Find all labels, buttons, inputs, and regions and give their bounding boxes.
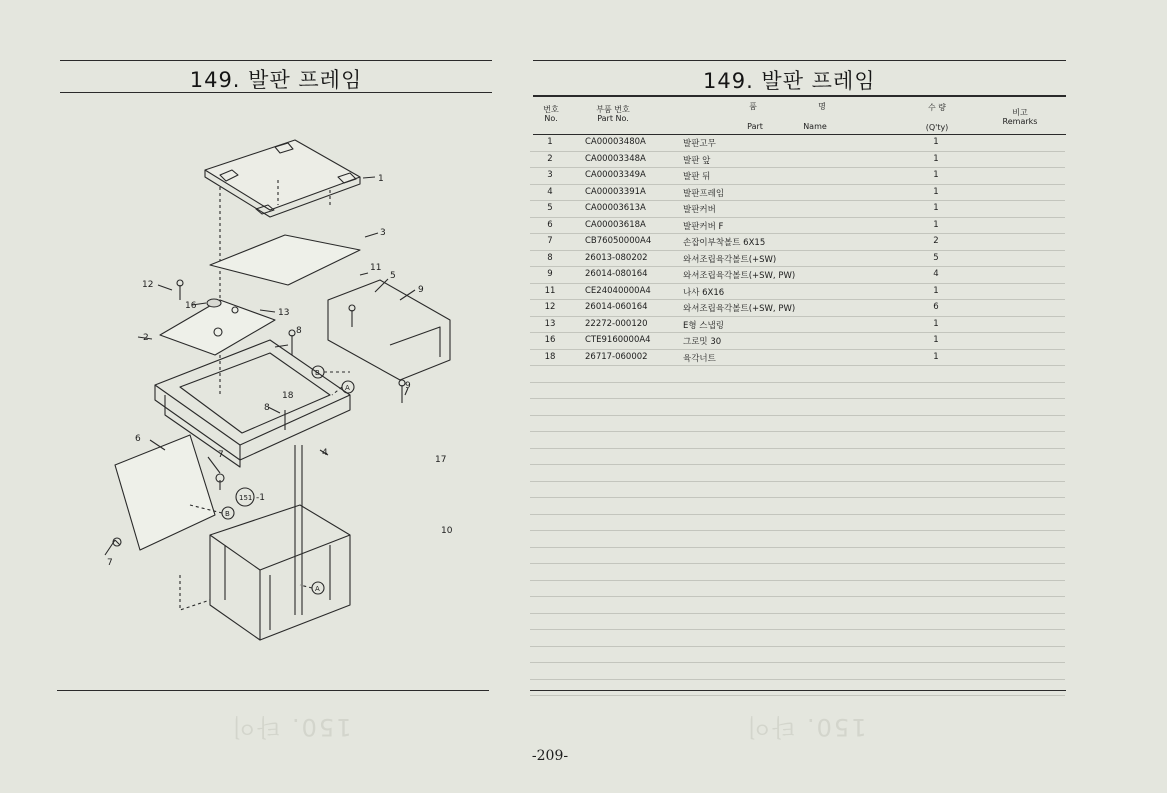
table-row [530, 135, 1065, 152]
part-no-cell: 3 [547, 170, 553, 180]
right-title-rule [533, 95, 1066, 97]
empty-table-row [530, 432, 1065, 449]
callout-9b: 9 [405, 381, 411, 391]
table-row [530, 333, 1065, 350]
empty-table-row [530, 416, 1065, 433]
table-row [530, 317, 1065, 334]
part-no-cell: 13 [544, 318, 556, 329]
part-name-cell: 육각너트 [683, 353, 716, 364]
part-number-cell: CA00003348A [585, 153, 646, 164]
table-row [530, 350, 1065, 367]
quantity-cell: 6 [933, 302, 939, 312]
part-number-cell: 26014-060164 [585, 302, 648, 312]
part-4-frame [155, 340, 350, 445]
empty-table-row [530, 663, 1065, 680]
empty-table-row [530, 630, 1065, 647]
left-title-rule [60, 92, 492, 93]
callout-16: 16 [185, 301, 197, 311]
table-row [530, 185, 1065, 202]
callout-2: 2 [143, 333, 149, 343]
header-part-en: Part No. [597, 114, 629, 123]
empty-table-row [530, 366, 1065, 383]
part-no-cell: 6 [547, 219, 553, 230]
empty-table-row [530, 680, 1065, 697]
quantity-cell: 1 [933, 203, 939, 213]
part-name-cell: 와셔조립육각볼트(+SW, PW) [683, 304, 796, 314]
quantity-cell: 1 [933, 318, 939, 329]
table-row [530, 218, 1065, 235]
ref-circle-b2: B [225, 510, 230, 518]
part-name-cell: 손잡이부착볼트 6X15 [683, 238, 766, 248]
callout-11: 11 [370, 263, 382, 273]
part-no-cell: 5 [547, 203, 553, 213]
ref-circle-b1: B [315, 369, 320, 377]
base-frame [210, 505, 350, 570]
part-number-cell: CA00003349A [585, 170, 646, 180]
callout-1: 1 [378, 174, 384, 184]
ref-circle-151-suffix: -1 [256, 493, 265, 503]
header-remarks-en: Remarks [1002, 117, 1038, 126]
part-name-cell: 발판 뒤 [683, 172, 711, 182]
bleed-through-text-right: 150. 타이 [745, 713, 867, 741]
empty-table-row [530, 383, 1065, 400]
quantity-cell: 4 [933, 269, 939, 279]
left-top-rule [60, 60, 492, 61]
part-6-front-cover [115, 435, 215, 550]
table-row [530, 284, 1065, 301]
callout-18: 18 [282, 391, 294, 401]
page-number: -209- [531, 748, 569, 764]
part-name-cell: 와셔조립육각볼트(+SW) [683, 254, 777, 265]
quantity-cell: 5 [933, 252, 939, 263]
header-no-en: No. [544, 114, 558, 123]
quantity-cell: 1 [933, 137, 939, 147]
callout-3: 3 [380, 228, 386, 238]
part-number-cell: CA00003391A [585, 186, 646, 197]
empty-table-row [530, 465, 1065, 482]
ref-circle-a1: A [345, 384, 350, 392]
part-no-cell: 18 [544, 351, 556, 362]
header-name-ko-1: 품 [749, 102, 757, 111]
quantity-cell: 1 [933, 335, 939, 345]
ref-circle-a2: A [315, 585, 320, 593]
part-number-cell: CTE9160000A4 [585, 335, 651, 345]
callout-5: 5 [390, 271, 396, 281]
part-number-cell: CA00003618A [585, 219, 646, 230]
empty-table-row [530, 548, 1065, 565]
left-bottom-rule [57, 690, 489, 691]
part-number-cell: 26717-060002 [585, 351, 648, 362]
part-name-cell: 그로밋 30 [683, 337, 722, 347]
part-name-cell: 발판커버 [683, 205, 716, 215]
callout-12: 12 [142, 280, 154, 290]
part-no-cell: 4 [547, 186, 553, 197]
ref-circle-151: 151 [239, 494, 253, 502]
quantity-cell: 1 [933, 170, 939, 180]
part-number-cell: 26013-080202 [585, 252, 648, 263]
table-row [530, 168, 1065, 185]
empty-table-row [530, 564, 1065, 581]
table-row [530, 152, 1065, 169]
callout-7a: 7 [218, 450, 224, 460]
part-name-cell: 발판프레임 [683, 188, 725, 199]
part-number-cell: 26014-080164 [585, 269, 648, 279]
header-name-en-2: Name [803, 122, 827, 131]
part-no-cell: 7 [547, 236, 553, 246]
part-no-cell: 2 [547, 153, 553, 164]
empty-table-row [530, 647, 1065, 664]
quantity-cell: 1 [933, 153, 939, 164]
header-remarks-ko: 비고 [1012, 108, 1028, 117]
header-qty-en: (Q'ty) [925, 123, 949, 132]
part-no-cell: 16 [544, 335, 556, 345]
empty-table-row [530, 597, 1065, 614]
header-no-ko: 번호 [543, 105, 559, 114]
part-name-cell: E형 스냅링 [683, 320, 724, 331]
header-name-ko-2: 명 [818, 102, 826, 111]
side-number-10: 10 [441, 526, 453, 536]
bleed-through-text-left: 150. 타이 [230, 713, 352, 741]
header-name-en-1: Part [747, 122, 763, 131]
right-top-rule [533, 60, 1066, 61]
left-page-title: 149. 발판 프레임 [189, 68, 363, 92]
parts-table [530, 135, 1065, 696]
right-page-title: 149. 발판 프레임 [703, 69, 876, 93]
callout-6: 6 [135, 434, 141, 444]
empty-table-row [530, 531, 1065, 548]
part-name-cell: 와셔조립육각볼트(+SW, PW) [683, 271, 796, 281]
empty-table-row [530, 515, 1065, 532]
part-number-cell: CE24040000A4 [585, 285, 651, 296]
header-qty-ko: 수 량 [928, 103, 946, 112]
part-number-cell: CB76050000A4 [585, 236, 652, 246]
part-no-cell: 12 [544, 302, 556, 312]
quantity-cell: 2 [933, 236, 939, 246]
callout-4: 4 [322, 448, 328, 458]
empty-table-row [530, 498, 1065, 515]
quantity-cell: 1 [933, 351, 939, 362]
part-3-floor-plate [210, 235, 360, 285]
part-1-rubber-mat [205, 140, 360, 210]
callout-13: 13 [278, 308, 290, 318]
part-number-cell: 22272-000120 [585, 318, 648, 329]
exploded-parts-diagram [60, 95, 490, 685]
header-part-ko: 부품 번호 [596, 105, 630, 114]
table-row [530, 201, 1065, 218]
table-row [530, 234, 1065, 251]
part-number-cell: CA00003480A [585, 137, 646, 147]
callout-9a: 9 [418, 285, 424, 295]
empty-table-row [530, 482, 1065, 499]
empty-table-row [530, 449, 1065, 466]
part-name-cell: 발판 앞 [683, 155, 711, 166]
callout-7b: 7 [107, 558, 113, 568]
side-number-17: 17 [435, 455, 447, 465]
part-no-cell: 1 [547, 137, 553, 147]
part-no-cell: 9 [547, 269, 553, 279]
callout-8b: 8 [264, 403, 270, 413]
quantity-cell: 1 [933, 186, 939, 197]
part-no-cell: 11 [544, 285, 556, 296]
part-name-cell: 나사 6X16 [683, 287, 725, 298]
quantity-cell: 1 [933, 285, 939, 296]
quantity-cell: 1 [933, 219, 939, 230]
empty-table-row [530, 399, 1065, 416]
part-name-cell: 발판고무 [683, 139, 716, 149]
empty-table-row [530, 581, 1065, 598]
empty-table-row [530, 614, 1065, 631]
callout-8a: 8 [296, 326, 302, 336]
part-name-cell: 발판커버 F [683, 221, 724, 232]
right-bottom-rule [530, 690, 1066, 691]
table-row [530, 300, 1065, 317]
part-number-cell: CA00003613A [585, 203, 646, 213]
table-row [530, 267, 1065, 284]
part-no-cell: 8 [547, 252, 553, 263]
table-row [530, 251, 1065, 268]
